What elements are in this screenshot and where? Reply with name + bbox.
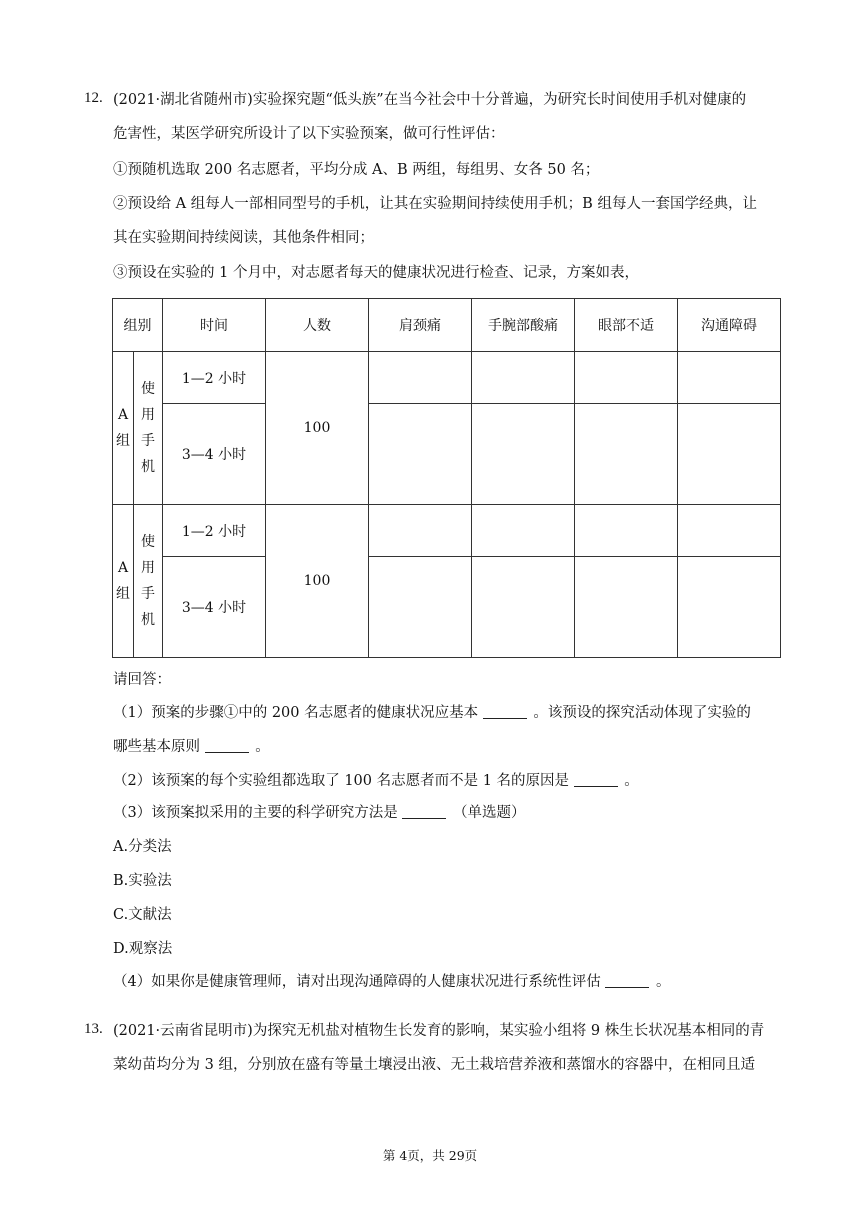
header-wrist-pain: 手腕部酸痛 [472, 299, 575, 352]
q13-text-line2: 菜幼苗均分为 3 组，分别放在盛有等量土壤浸出液、无土栽培营养液和蒸馏水的容器中，在相同且适 [113, 1057, 755, 1073]
option-a: A.分类法 [113, 839, 172, 855]
header-eye-discomfort: 眼部不适 [575, 299, 678, 352]
option-d: D.观察法 [113, 941, 173, 957]
count-cell: 100 [266, 352, 369, 505]
sub-question-1-text-d: 。 [255, 739, 270, 755]
sub-question-3 [113, 803, 525, 823]
time-cell: 3—4 小时 [163, 557, 266, 658]
empty-cell [369, 404, 472, 505]
sub-question-3-text-a: （3）该预案拟采用的主要的科学研究方法是 [113, 805, 398, 821]
empty-cell [575, 352, 678, 404]
answer-blank[interactable] [574, 771, 620, 791]
q12-step2-cont: 其在实验期间持续阅读，其他条件相同； [113, 230, 374, 246]
option-c: C.文献法 [113, 907, 172, 923]
answer-prompt: 请回答： [113, 672, 171, 688]
empty-cell [369, 505, 472, 557]
answer-blank[interactable] [605, 972, 651, 992]
q13-text-line1: (2021·云南省昆明市)为探究无机盐对植物生长发育的影响，某实验小组将 9 株生长状况基本相同的青 [113, 1023, 765, 1039]
empty-cell [369, 557, 472, 658]
q12-text-line1: (2021·湖北省随州市)实验探究题“低头族”在当今社会中十分普遍，为研究长时间使用手机对健康的 [113, 92, 747, 108]
sub-question-1-text-c: 哪些基本原则 [113, 739, 200, 755]
q12-step3: ③预设在实验的 1 个月中，对志愿者每天的健康状况进行检查、记录，方案如表， [113, 265, 639, 281]
sub-question-2-text-a: （2）该预案的每个实验组都选取了 100 名志愿者而不是 1 名的原因是 [113, 773, 570, 789]
answer-blank[interactable] [205, 737, 251, 757]
empty-cell [575, 404, 678, 505]
sub-question-4-text-a: （4）如果你是健康管理师，请对出现沟通障碍的人健康状况进行系统性评估 [113, 974, 601, 990]
sub-question-1-cont [113, 737, 270, 757]
sub-question-2-text-b: 。 [624, 773, 639, 789]
header-count: 人数 [266, 299, 369, 352]
answer-blank[interactable] [483, 703, 529, 723]
sub-question-3-text-b: （单选题） [452, 805, 526, 821]
time-cell: 1—2 小时 [163, 352, 266, 404]
sub-question-1-text-b: 。该预设的探究活动体现了实验的 [533, 705, 751, 721]
experiment-table [112, 298, 781, 658]
time-cell: 1—2 小时 [163, 505, 266, 557]
header-communication: 沟通障碍 [678, 299, 781, 352]
sub-question-1-text-a: （1）预案的步骤①中的 200 名志愿者的健康状况应基本 [113, 705, 479, 721]
question-number-12: 12. [84, 90, 103, 106]
group-sub-label: 使 用 手 机 [134, 505, 163, 658]
sub-question-4-text-b: 。 [655, 974, 671, 990]
answer-blank[interactable] [402, 803, 448, 823]
empty-cell [678, 404, 781, 505]
empty-cell [472, 557, 575, 658]
sub-question-4 [113, 972, 670, 992]
empty-cell [575, 505, 678, 557]
empty-cell [369, 352, 472, 404]
sub-question-2 [113, 771, 639, 791]
time-cell: 3—4 小时 [163, 404, 266, 505]
empty-cell [472, 505, 575, 557]
count-cell: 100 [266, 505, 369, 658]
page-footer: 第 4页，共 29页 [382, 1148, 478, 1163]
header-time: 时间 [163, 299, 266, 352]
empty-cell [575, 557, 678, 658]
sub-question-1 [113, 703, 751, 723]
header-neck-pain: 肩颈痛 [369, 299, 472, 352]
option-b: B.实验法 [113, 873, 172, 889]
empty-cell [678, 352, 781, 404]
group-label: A 组 [113, 352, 134, 505]
empty-cell [678, 505, 781, 557]
empty-cell [472, 404, 575, 505]
question-number-13: 13. [84, 1021, 103, 1037]
q12-step1: ①预随机选取 200 名志愿者，平均分成 A、B 两组，每组男、女各 50 名； [113, 162, 600, 178]
q12-text-line2: 危害性，某医学研究所设计了以下实验预案，做可行性评估： [113, 126, 505, 142]
group-sub-label: 使 用 手 机 [134, 352, 163, 505]
group-label: A 组 [113, 505, 134, 658]
q12-step2: ②预设给 A 组每人一部相同型号的手机，让其在实验期间持续使用手机；B 组每人一套国学经典，让 [113, 196, 757, 212]
empty-cell [678, 557, 781, 658]
empty-cell [472, 352, 575, 404]
header-group: 组别 [113, 299, 163, 352]
